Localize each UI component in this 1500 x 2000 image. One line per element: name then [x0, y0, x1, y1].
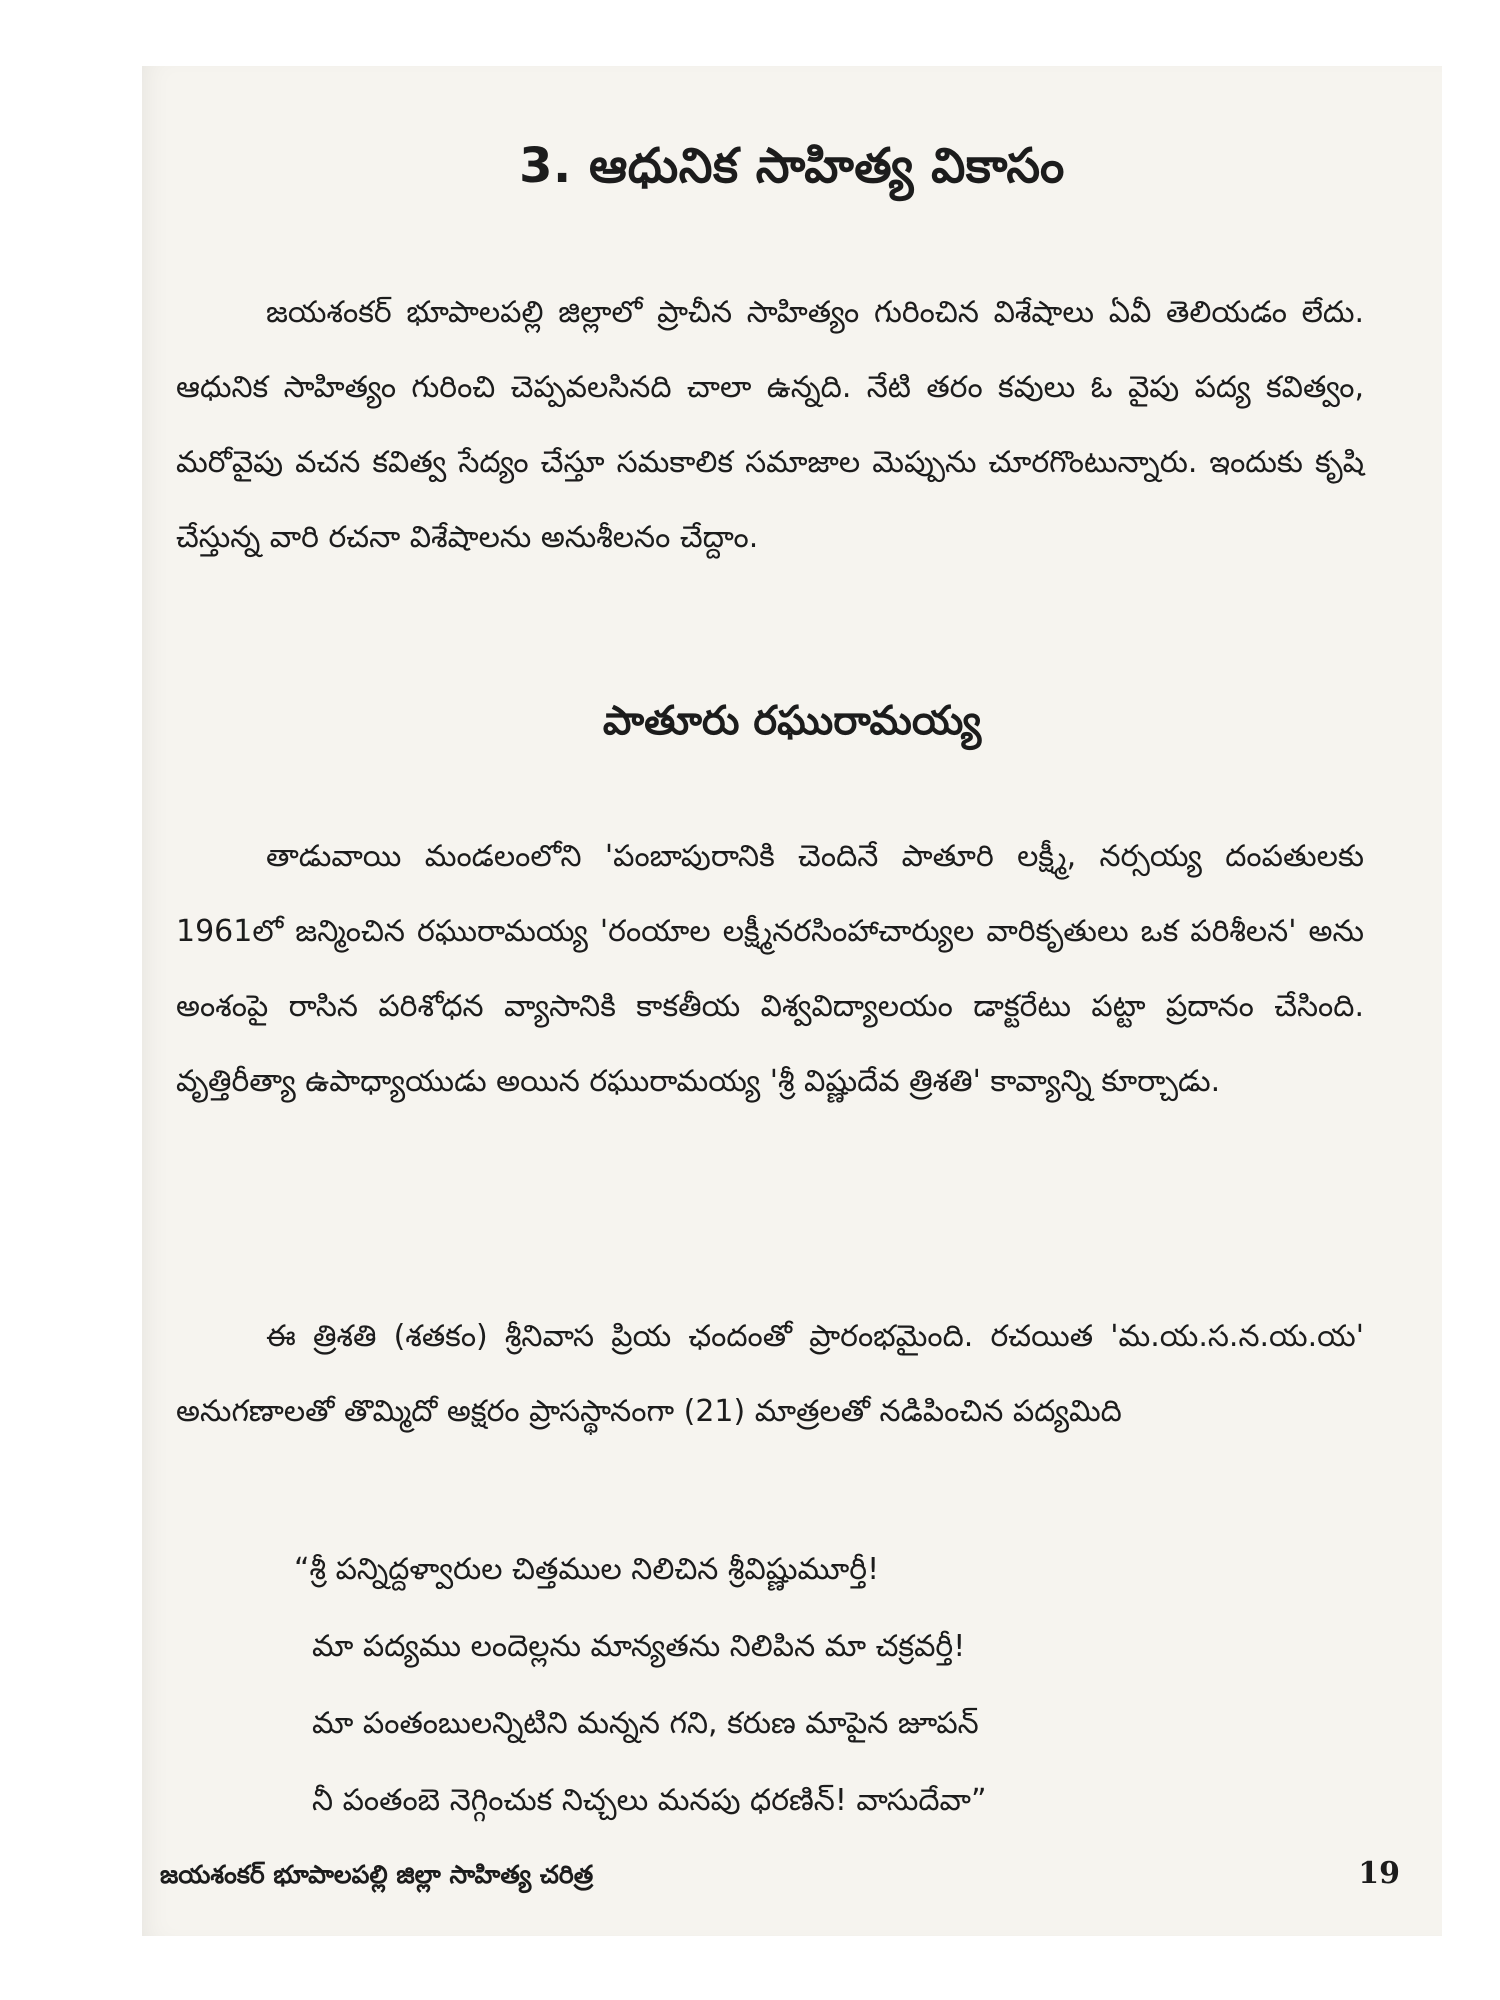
section-heading: పాతూరు రఘురామయ్య — [602, 698, 982, 744]
bio-paragraph-text: తాడువాయి మండలంలోని 'పంబాపురానికి చెందినే పాతూరి లక్ష్మీ, నర్సయ్య దంపతులకు 1961లో జన్మించిన రఘురామయ్య 'రంయాల లక్ష్మీనరసింహాచార్యుల వారికృతులు ఒక పరిశీలన' అను అంశంపై రాసిన పరిశోధన వ్యాసానికి కాకతీయ విశ్వవిద్యాలయం డాక్టరేటు పట్టా ప్రదానం చేసింది. వృత్తిరీత్యా ఉపాధ్యాయుడు అయిన రఘురామయ్య 'శ్రీ విష్ణుదేవ త్రిశతి' కావ్యాన్ని కూర్చాడు. — [176, 839, 1364, 1099]
intro-paragraph — [176, 275, 1364, 575]
bio-paragraph — [176, 819, 1364, 1119]
verse-line: నీ పంతంబె నెగ్గించుక నిచ్చలు మనపు ధరణిన్! వాసుదేవా” — [312, 1783, 987, 1818]
verse-block — [294, 1531, 1294, 1839]
chapter-title: 3. ఆధునిక సాహిత్య వికాసం — [519, 138, 1065, 194]
book-page — [142, 66, 1442, 1936]
verse-line: మా పద్యము లందెల్లను మాన్యతను నిలిపిన మా చక్రవర్తీ! — [312, 1629, 966, 1664]
page-number: 19 — [1358, 1856, 1400, 1891]
intro-paragraph-text: జయశంకర్ భూపాలపల్లి జిల్లాలో ప్రాచీన సాహిత్యం గురించిన విశేషాలు ఏవీ తెలియడం లేదు. ఆధునిక సాహిత్యం గురించి చెప్పవలసినది చాలా ఉన్నది. నేటి తరం కవులు ఓ వైపు పద్య కవిత్వం, మరోవైపు వచన కవిత్వ సేద్యం చేస్తూ సమకాలిక సమాజాల మెప్పును చూరగొంటున్నారు. ఇందుకు కృషి చేస్తున్న వారి రచనా విశేషాలను అనుశీలనం చేద్దాం. — [176, 295, 1364, 555]
meter-paragraph-text: ఈ త్రిశతి (శతకం) శ్రీనివాస ప్రియ ఛందంతో ప్రారంభమైంది. రచయిత 'మ.య.స.న.య.య' అనుగణాలతో తొమ్మిదో అక్షరం ప్రాసస్థానంగా (21) మాత్రలతో నడిపించిన పద్యమిది — [176, 1319, 1364, 1429]
book-title: జయశంకర్ భూపాలపల్లి జిల్లా సాహిత్య చరిత్ర — [160, 1860, 594, 1889]
verse-line: మా పంతంబులన్నిటిని మన్నన గని, కరుణ మాపైన జూపన్ — [312, 1706, 979, 1741]
meter-paragraph — [176, 1299, 1364, 1449]
page-footer — [160, 1856, 1400, 1896]
verse-line: “శ్రీ పన్నిద్దళ్వారుల చిత్తముల నిలిచిన శ్రీవిష్ణుమూర్తీ! — [294, 1552, 880, 1587]
